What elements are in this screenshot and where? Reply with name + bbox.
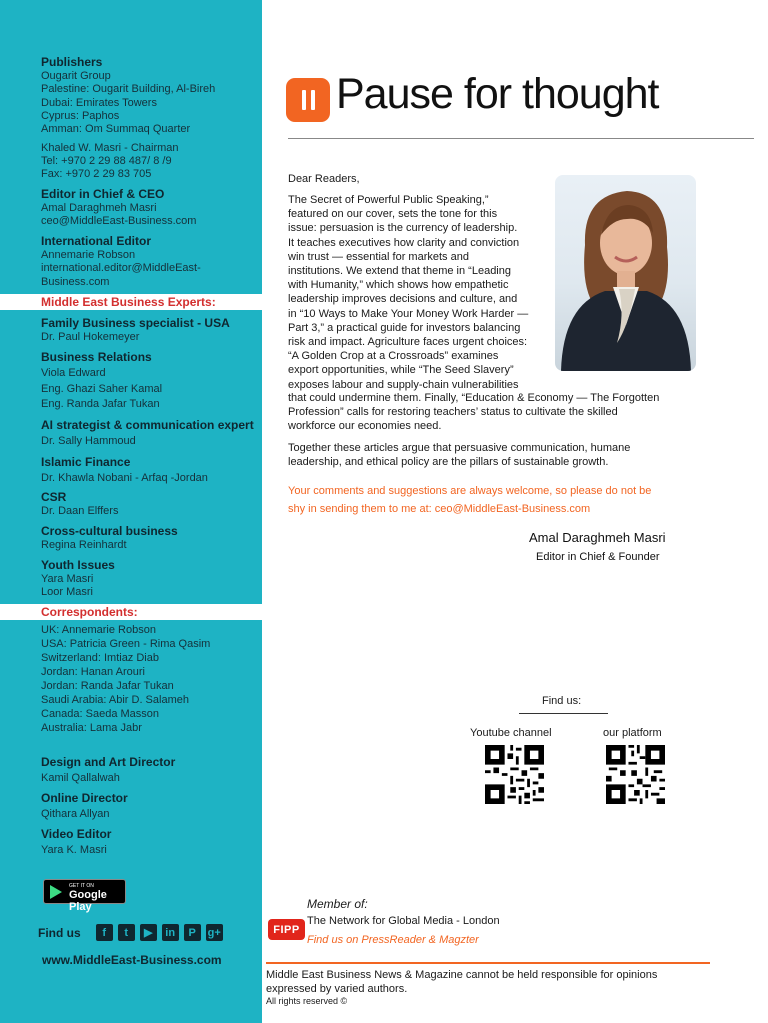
youtube-qr-code[interactable] <box>485 745 544 804</box>
video-block <box>41 827 111 858</box>
youth-block <box>41 559 115 600</box>
contact-lines <box>41 142 179 182</box>
text-line: Cyprus: Paphos <box>41 109 120 122</box>
google-play-small: GET IT ON <box>69 883 94 889</box>
text-line: Ougarit Group <box>41 70 111 83</box>
google-plus-icon[interactable]: g+ <box>206 924 223 941</box>
text-line: international.editor@MiddleEast- <box>41 262 201 275</box>
text-line: Dr. Paul Hokemeyer <box>41 331 140 344</box>
text-line: Khaled W. Masri - Chairman <box>41 142 179 154</box>
correspondents-block <box>41 623 210 735</box>
experts-band: Middle East Business Experts: <box>0 294 262 310</box>
ai-lines <box>41 434 254 449</box>
text-line: The Secret of Powerful Public Speaking,” <box>288 194 489 206</box>
page-title: Pause for thought <box>336 70 659 118</box>
csr-title: CSR <box>41 490 67 504</box>
text-line: win trust — essential for markets and <box>288 250 469 263</box>
text-line: ceo@MiddleEast-Business.com <box>41 215 197 228</box>
twitter-icon[interactable]: t <box>118 924 135 941</box>
rights-reserved: All rights reserved © <box>266 996 348 1006</box>
youth-title: Youth Issues <box>41 558 115 572</box>
text-line: institutions. We extend that theme in “Leading <box>288 265 511 278</box>
text-line: Dr. Sally Hammoud <box>41 435 136 447</box>
text-line: Eng. Ghazi Saher Kamal <box>41 382 163 395</box>
findus-label: Find us <box>38 925 81 940</box>
platform-qr-code[interactable] <box>606 745 665 804</box>
text-line: Jordan: Randa Jafar Tukan <box>41 680 174 692</box>
find-us-heading: Find us: <box>542 695 582 707</box>
text-line: Viola Edward <box>41 367 106 380</box>
cross-cultural-lines <box>41 539 178 552</box>
correspondents-lines <box>41 623 210 735</box>
text-line: Together these articles argue that persuasive communication, humane <box>288 442 631 454</box>
member-of-label: Member of: <box>307 897 368 911</box>
text-line: leadership, and ethical policy are the pillars of sustainable growth. <box>288 456 609 469</box>
text-line: Saudi Arabia: Abir D. Salameh <box>41 694 189 706</box>
text-line: with Humanity,” which shows how empathetic <box>288 279 509 292</box>
intl-editor-lines <box>41 249 201 289</box>
design-lines <box>41 771 175 786</box>
text-line: exposes labour and supply-chain vulnerabilities <box>288 378 519 391</box>
text-line: export opportunities, while “The Seed Slavery” <box>288 364 514 377</box>
online-title: Online Director <box>41 791 128 805</box>
text-line: that could undermine them. Finally, “Education & Economy — The Forgotten <box>288 392 660 404</box>
text-line: Switzerland: Imtiaz Diab <box>41 652 159 664</box>
text-line: Dr. Khawla Nobani - Arfaq -Jordan <box>41 472 208 484</box>
text-line: USA: Patricia Green - Rima Qasim <box>41 638 211 650</box>
text-line: Australia: Lama Jabr <box>41 722 142 734</box>
comments-note <box>288 482 651 518</box>
google-play-icon <box>50 885 62 899</box>
linkedin-icon[interactable]: in <box>162 924 179 941</box>
text-line: Business.com <box>41 275 110 288</box>
google-play-big: Google Play <box>69 889 107 913</box>
footer-rule <box>266 962 710 964</box>
publishers-block <box>41 56 215 136</box>
text-line: Dubai: Emirates Towers <box>41 96 157 109</box>
social-row <box>38 924 223 941</box>
disclaimer <box>266 968 657 996</box>
business-relations-title: Business Relations <box>41 350 152 364</box>
editor-portrait-illustration <box>555 175 696 371</box>
publishers-title: Publishers <box>41 55 103 69</box>
text-line: Your comments and suggestions are always welcome, so please do not be <box>288 485 652 497</box>
salutation: Dear Readers, <box>288 173 360 185</box>
text-line: Part 3,” a practical guide for investors balancing <box>288 321 521 334</box>
islamic-finance-lines <box>41 471 208 486</box>
youtube-icon[interactable]: ▶ <box>140 924 157 941</box>
text-line: Profession” calls for restoring teachers’ status to cultivate the skilled <box>288 406 618 419</box>
publishers-lines <box>41 70 215 136</box>
editor-photo <box>555 175 696 371</box>
text-line: Loor Masri <box>41 586 93 599</box>
online-lines <box>41 807 128 822</box>
text-line: workforce our economies need. <box>288 420 442 433</box>
text-line: It teaches executives how clarity and conviction <box>288 236 520 249</box>
pressreader-link[interactable]: Find us on PressReader & Magzter <box>307 934 479 946</box>
business-relations-lines <box>41 366 162 412</box>
paragraph-1-full <box>288 391 659 434</box>
text-line: Annemarie Robson <box>41 249 136 262</box>
text-line: Tel: +970 2 29 88 487/ 8 /9 <box>41 155 172 168</box>
title-rule <box>288 138 754 139</box>
family-block <box>41 317 230 344</box>
text-line: shy in sending them to me at: ceo@MiddleEast-Business.com <box>288 503 591 515</box>
text-line: Yara Masri <box>41 573 94 586</box>
video-lines <box>41 843 111 858</box>
islamic-finance-title: Islamic Finance <box>41 455 131 469</box>
design-block <box>41 755 175 786</box>
text-line: leadership improves decisions and culture, and <box>288 293 518 306</box>
contact-block <box>41 142 179 182</box>
cross-cultural-title: Cross-cultural business <box>41 524 178 538</box>
islamic-finance-block <box>41 455 208 486</box>
google-play-badge[interactable] <box>43 879 126 913</box>
eic-title: Editor in Chief & CEO <box>41 187 165 201</box>
correspondents-band: Correspondents: <box>0 604 262 620</box>
paragraph-2 <box>288 441 630 469</box>
signature-name: Amal Daraghmeh Masri <box>529 530 666 545</box>
our-platform-label: our platform <box>603 727 662 739</box>
text-line: Amman: Om Summaq Quarter <box>41 123 191 136</box>
facebook-icon[interactable]: f <box>96 924 113 941</box>
paragraph-1-wrapped <box>288 193 528 392</box>
text-line: Fax: +970 2 29 83 705 <box>41 168 152 181</box>
signature-role: Editor in Chief & Founder <box>536 551 660 563</box>
eic-lines <box>41 202 196 228</box>
fipp-logo: FIPP <box>268 919 305 940</box>
cross-cultural-block <box>41 525 178 552</box>
text-line: Eng. Randa Jafar Tukan <box>41 398 160 411</box>
text-line: in “10 Ways to Make Your Money Work Harder — <box>288 307 529 320</box>
text-line: Yara K. Masri <box>41 844 107 856</box>
text-line: Dr. Daan Elffers <box>41 505 119 518</box>
text-line: Regina Reinhardt <box>41 539 127 552</box>
business-relations-block <box>41 350 162 413</box>
text-line: Kamil Qallalwah <box>41 772 120 784</box>
text-line: Qithara Allyan <box>41 808 110 820</box>
ai-title: AI strategist & communication expert <box>41 418 254 432</box>
text-line: featured on our cover, sets the tone for this <box>288 208 498 221</box>
online-block <box>41 791 128 822</box>
website-link[interactable]: www.MiddleEast-Business.com <box>42 953 222 967</box>
pinterest-icon[interactable]: P <box>184 924 201 941</box>
youtube-channel-label: Youtube channel <box>470 727 552 739</box>
ai-block <box>41 418 254 449</box>
fipp-network-text: The Network for Global Media - London <box>307 915 500 927</box>
family-lines <box>41 331 230 344</box>
intl-editor-block <box>41 235 201 289</box>
family-title: Family Business specialist - USA <box>41 316 230 330</box>
csr-lines <box>41 505 118 518</box>
pause-icon <box>286 78 330 122</box>
text-line: Middle East Business News & Magazine cannot be held responsible for opinions <box>266 969 658 981</box>
text-line: expressed by varied authors. <box>266 983 408 995</box>
eic-block <box>41 188 196 229</box>
text-line: issue: persuasion is the currency of leadership. <box>288 222 518 235</box>
intl-editor-title: International Editor <box>41 234 152 248</box>
design-title: Design and Art Director <box>41 755 176 769</box>
text-line: Amal Daraghmeh Masri <box>41 202 157 215</box>
text-line: Jordan: Hanan Arouri <box>41 666 145 678</box>
csr-block <box>41 491 118 518</box>
text-line: Palestine: Ougarit Building, Al-Bireh <box>41 83 216 96</box>
find-us-rule <box>519 713 608 714</box>
text-line: UK: Annemarie Robson <box>41 624 156 636</box>
youth-lines <box>41 573 115 599</box>
video-title: Video Editor <box>41 827 112 841</box>
text-line: “A Golden Crop at a Crossroads” examines <box>288 350 499 363</box>
text-line: risk and impact. Agriculture faces urgent choices: <box>288 336 528 349</box>
text-line: Canada: Saeda Masson <box>41 708 160 720</box>
